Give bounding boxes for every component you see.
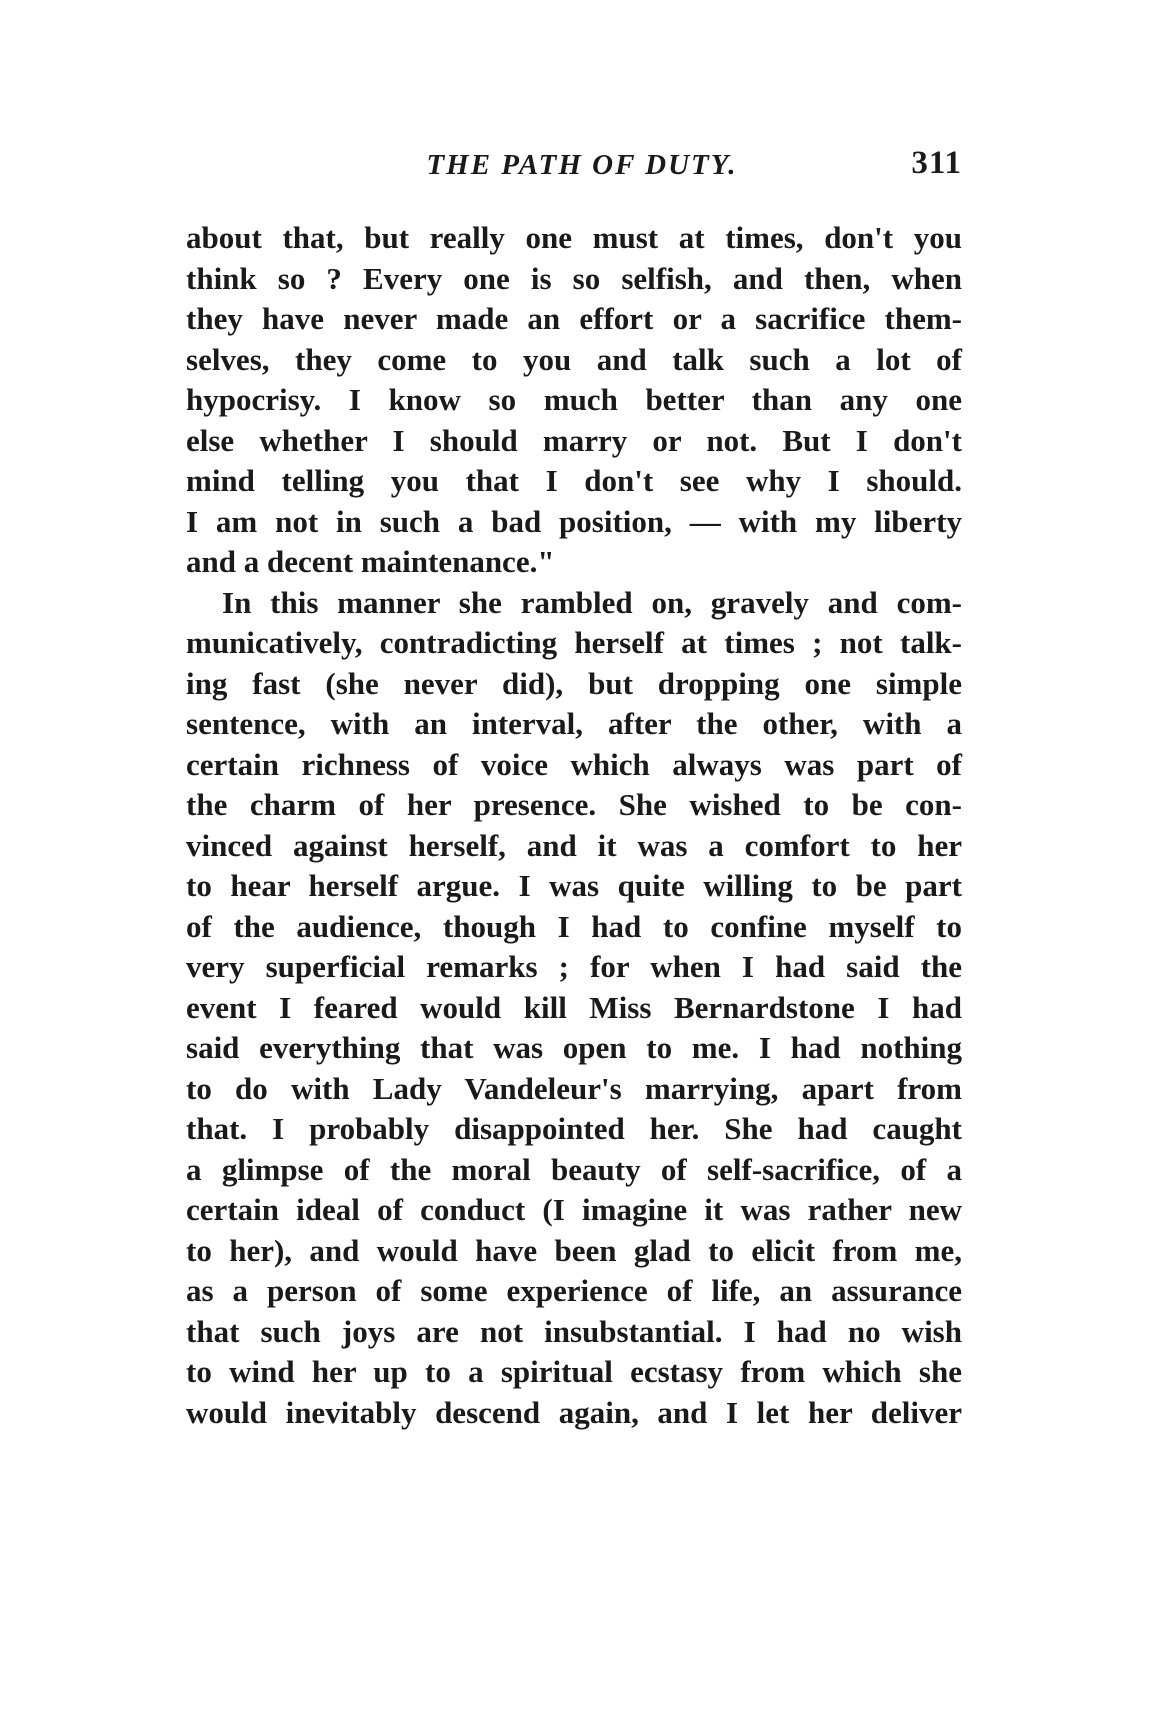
text-line: a glimpse of the moral beauty of self-sacrifice, of a [186, 1151, 962, 1187]
running-head [186, 145, 962, 191]
text-line: said everything that was open to me. I had nothing [186, 1030, 962, 1065]
text-line: and a decent maintenance." [186, 544, 555, 579]
text-line: certain ideal of conduct (I imagine it was rather new [186, 1192, 962, 1227]
text-line: certain richness of voice which always was part of [186, 746, 962, 782]
text-line: that such joys are not insubstantial. I had no wish [186, 1313, 962, 1349]
text-line: municatively, contradicting herself at times ; not talk- [186, 625, 962, 660]
text-line: about that, but really one must at times, don't you [186, 220, 962, 255]
body-text [186, 218, 962, 1433]
text-line: ing fast (she never did), but dropping one simple [186, 665, 962, 701]
paragraph-2 [186, 583, 962, 1434]
text-line: very superficial remarks ; for when I had said the [186, 949, 962, 984]
text-line: of the audience, though I had to confine myself to [186, 908, 962, 944]
text-line: they have never made an effort or a sacrifice them- [186, 301, 962, 336]
text-line: to her), and would have been glad to elicit from me, [186, 1232, 962, 1268]
page-number: 311 [911, 145, 962, 181]
text-line: that. I probably disappointed her. She had caught [186, 1111, 962, 1146]
text-line: as a person of some experience of life, an assurance [186, 1273, 962, 1308]
text-line: In this manner she rambled on, gravely and com- [222, 584, 962, 620]
text-line: selves, they come to you and talk such a lot of [186, 341, 962, 377]
paragraph-1 [186, 218, 962, 583]
text-line: event I feared would kill Miss Bernardstone I had [186, 989, 962, 1025]
text-line: the charm of her presence. She wished to be con- [186, 787, 962, 822]
running-title: THE PATH OF DUTY. [426, 149, 738, 181]
text-line: vinced against herself, and it was a comfort to her [186, 827, 962, 863]
text-line: would inevitably descend again, and I let her deliver [186, 1394, 962, 1430]
text-line: to do with Lady Vandeleur's marrying, apart from [186, 1070, 962, 1106]
text-line: else whether I should marry or not. But I don't [186, 422, 962, 458]
text-line: I am not in such a bad position, — with my liberty [186, 503, 962, 539]
text-line: to wind her up to a spiritual ecstasy from which she [186, 1354, 962, 1389]
text-line: to hear herself argue. I was quite willing to be part [186, 868, 962, 903]
text-line: hypocrisy. I know so much better than any one [186, 382, 962, 417]
text-line: mind telling you that I don't see why I should. [186, 463, 962, 498]
text-line: sentence, with an interval, after the other, with a [186, 706, 962, 741]
text-line: think so ? Every one is so selfish, and then, when [186, 260, 962, 296]
